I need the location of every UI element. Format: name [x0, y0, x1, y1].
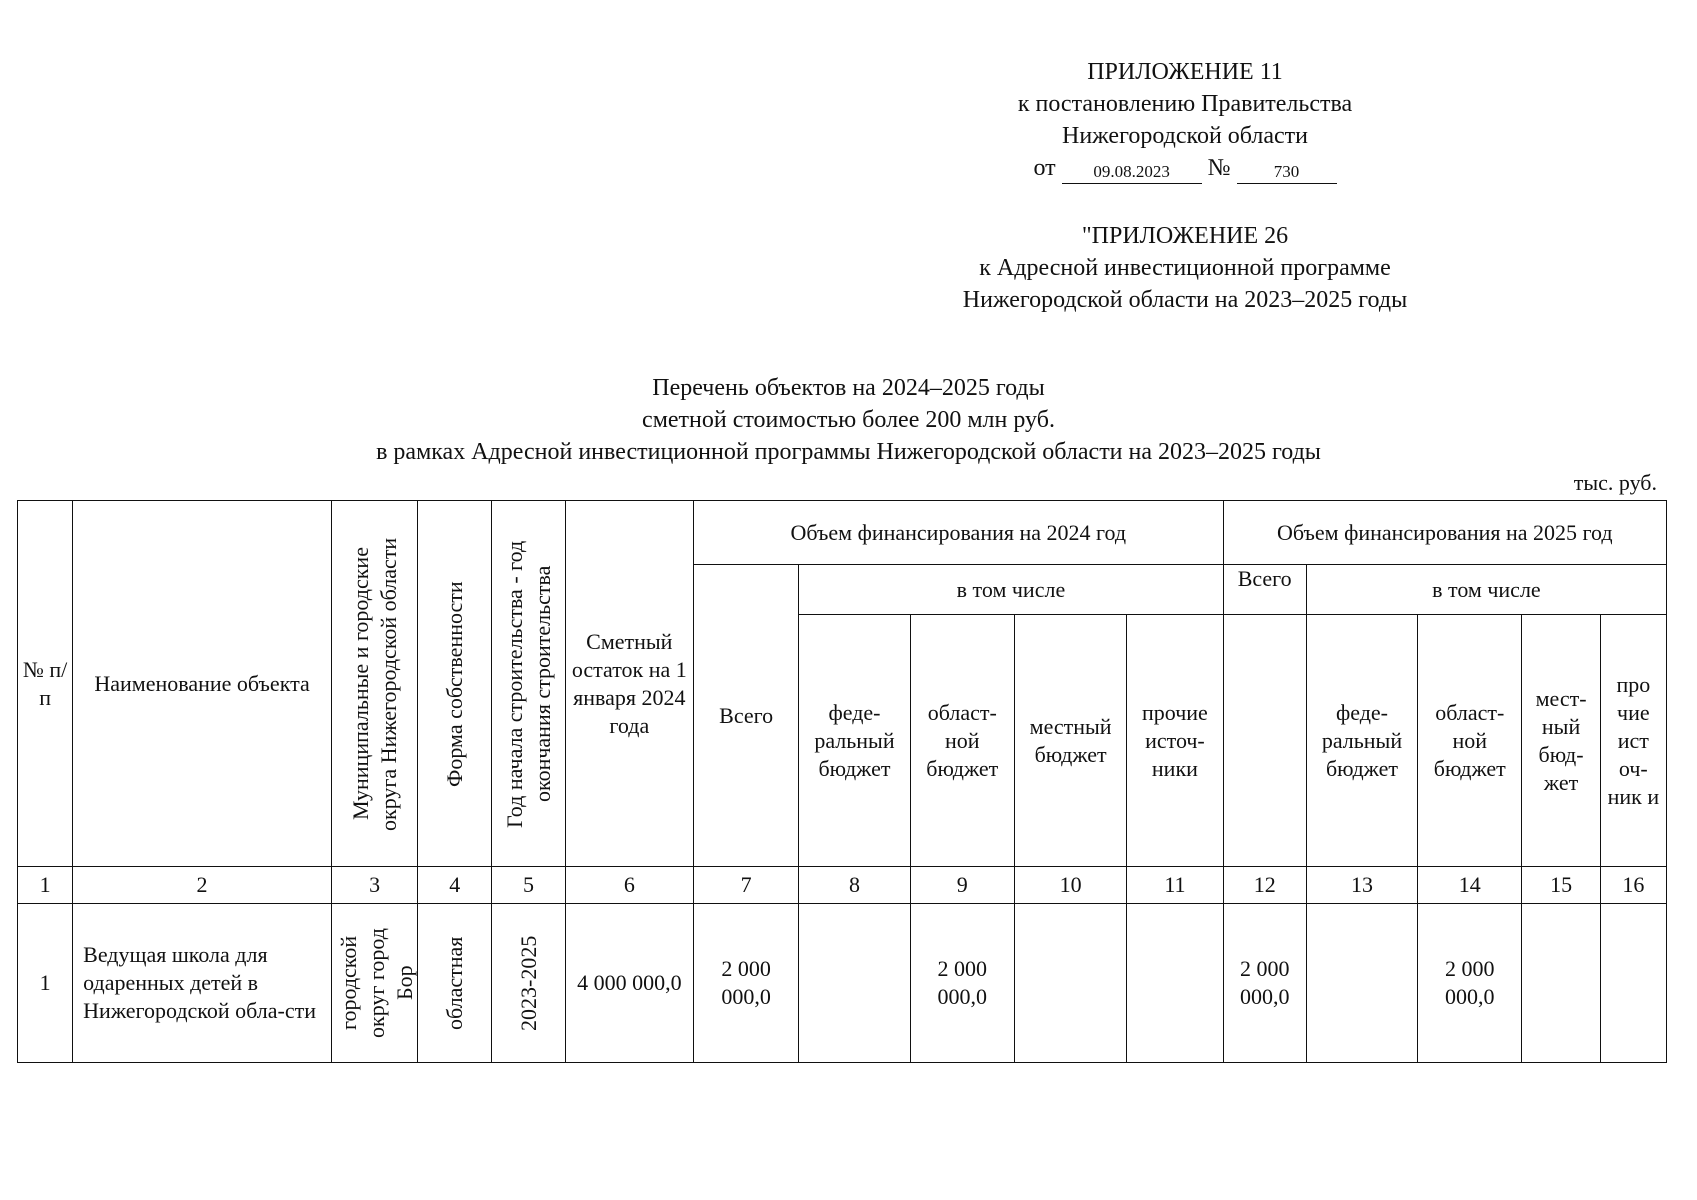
col-num-15: 15 [1522, 867, 1600, 904]
row-local-2024 [1014, 904, 1126, 1063]
header-municipality [331, 501, 417, 867]
header-including-2025: в том числе [1306, 565, 1666, 615]
header-local-2025: мест-ный бюд-жет [1522, 615, 1600, 867]
header-fin-2024: Объем финансирования на 2024 год [694, 501, 1224, 565]
col-num-10: 10 [1014, 867, 1126, 904]
document-title [0, 372, 1697, 468]
header-regional-2025: област-ной бюджет [1418, 615, 1522, 867]
row-balance: 4 000 000,0 [565, 904, 693, 1063]
appendix26-title: "ПРИЛОЖЕНИЕ 26 [1081, 223, 1289, 249]
header-federal-2025: феде-ральный бюджет [1306, 615, 1417, 867]
header-including-2024: в том числе [799, 565, 1223, 615]
col-num-4: 4 [418, 867, 492, 904]
col-num-13: 13 [1306, 867, 1417, 904]
col-num-11: 11 [1127, 867, 1223, 904]
col-num-5: 5 [492, 867, 565, 904]
row-num: 1 [18, 904, 73, 1063]
row-total-2025: 2 000 000,0 [1223, 904, 1306, 1063]
header-total-2025-cont [1223, 615, 1306, 867]
appendix-date-line [940, 152, 1430, 184]
header-other-2025: про чие ист оч-ник и [1600, 615, 1666, 867]
row-federal-2025 [1306, 904, 1417, 1063]
row-other-2025 [1600, 904, 1666, 1063]
col-num-16: 16 [1600, 867, 1666, 904]
col-num-2: 2 [73, 867, 332, 904]
header-years [492, 501, 565, 867]
appendix-line2: Нижегородской области [1061, 123, 1309, 149]
row-years-text: 2023-2025 [515, 935, 541, 1031]
row-other-2024 [1127, 904, 1223, 1063]
row-regional-2025: 2 000 000,0 [1418, 904, 1522, 1063]
row-local-2025 [1522, 904, 1600, 1063]
col-num-14: 14 [1418, 867, 1522, 904]
header-ownership-text: Форма собственности [441, 580, 467, 787]
row-ownership-text: областная [441, 936, 467, 1030]
col-num-6: 6 [565, 867, 693, 904]
col-num-12: 12 [1223, 867, 1306, 904]
header-balance: Сметный остаток на 1 января 2024 года [565, 501, 693, 867]
title-line2: сметной стоимостью более 200 млн руб. [642, 407, 1055, 433]
col-num-9: 9 [910, 867, 1014, 904]
row-name: Ведущая школа для одаренных детей в Нижегородской обла-сти [73, 904, 332, 1063]
header-regional-2024: област-ной бюджет [910, 615, 1014, 867]
header-ownership [418, 501, 492, 867]
header-federal-2024: феде-ральный бюджет [799, 615, 910, 867]
unit-label: тыс. руб. [1573, 470, 1657, 495]
header-other-2024: прочие источ-ники [1127, 615, 1223, 867]
table-row [18, 904, 1667, 1063]
title-line3: в рамках Адресной инвестиционной программы Нижегородской области на 2023–2025 годы [376, 439, 1321, 465]
col-num-7: 7 [694, 867, 799, 904]
row-regional-2024: 2 000 000,0 [910, 904, 1014, 1063]
row-years [492, 904, 565, 1063]
objects-table [17, 500, 1667, 1063]
col-num-3: 3 [331, 867, 417, 904]
header-name: Наименование объекта [73, 501, 332, 867]
row-ownership [418, 904, 492, 1063]
resolution-date: 09.08.2023 [1062, 161, 1202, 184]
row-municipality [331, 904, 417, 1063]
header-local-2024: местный бюджет [1014, 615, 1126, 867]
appendix26-line2: Нижегородской области на 2023–2025 годы [962, 287, 1408, 313]
header-municipality-text: Муниципальные и городские округа Нижегородской области [347, 536, 401, 831]
header-num: № п/п [18, 501, 73, 867]
title-line1: Перечень объектов на 2024–2025 годы [652, 375, 1045, 401]
row-federal-2024 [799, 904, 910, 1063]
col-num-8: 8 [799, 867, 910, 904]
appendix-11-header [940, 56, 1430, 184]
header-years-text: Год начала строительства - год окончания строительства [501, 539, 555, 828]
appendix-26-header [870, 220, 1500, 316]
number-label: № [1207, 155, 1231, 181]
row-municipality-text: городской округ город Бор [335, 928, 417, 1038]
from-label: от [1033, 155, 1056, 181]
row-total-2024: 2 000 000,0 [694, 904, 799, 1063]
resolution-number: 730 [1237, 161, 1337, 184]
col-num-1: 1 [18, 867, 73, 904]
header-fin-2025: Объем финансирования на 2025 год [1223, 501, 1666, 565]
header-total-2024: Всего [694, 565, 799, 867]
appendix-title: ПРИЛОЖЕНИЕ 11 [1087, 59, 1283, 85]
column-numbers-row [18, 867, 1667, 904]
appendix26-line1: к Адресной инвестиционной программе [979, 255, 1391, 281]
header-total-2025: Всего [1223, 565, 1306, 615]
appendix-line1: к постановлению Правительства [1017, 91, 1353, 117]
header-row-1 [18, 501, 1667, 565]
